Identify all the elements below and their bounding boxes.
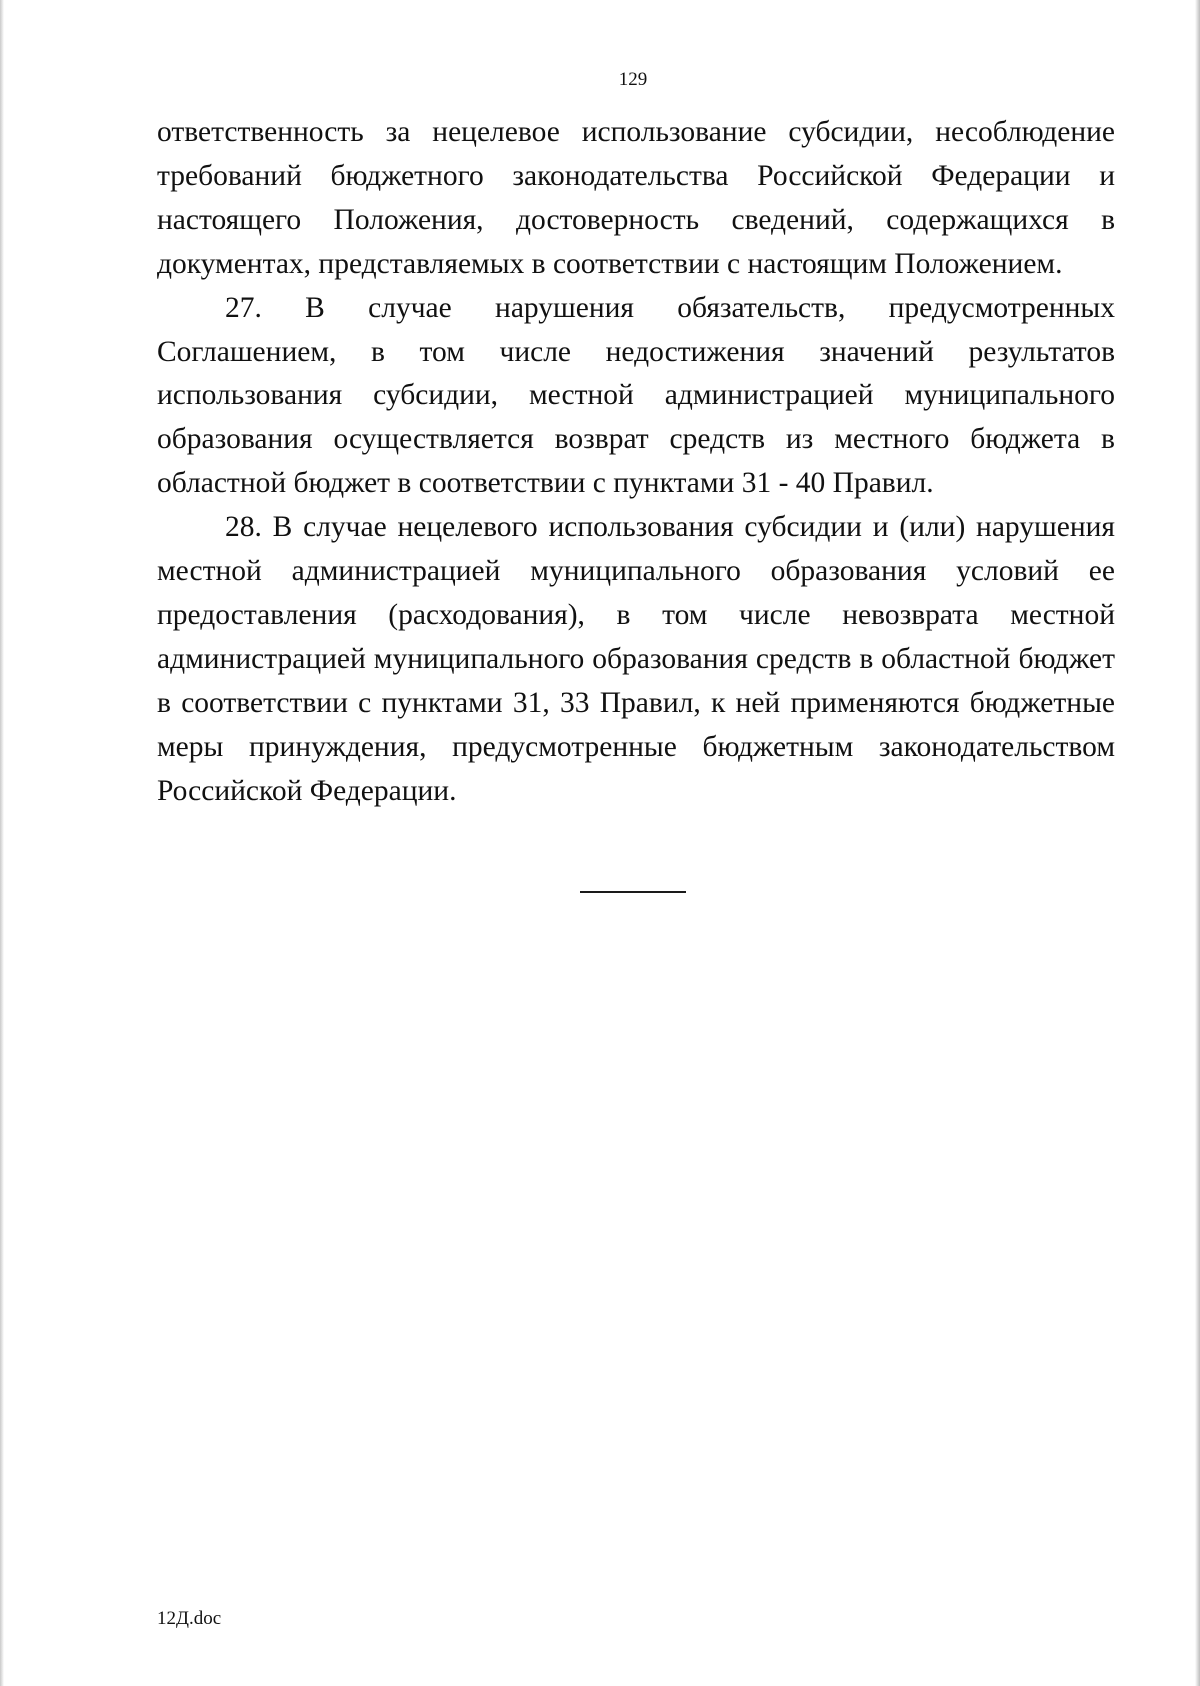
end-of-text-separator xyxy=(580,891,686,893)
scan-edge-left xyxy=(0,0,4,1686)
paragraph-27: 27. В случае нарушения обязательств, предусмотренных Соглашением, в том числе недостижения значений результатов использования субсидии, местной администрацией муниципального образования осуществляется возврат средств из местного бюджета в областной бюджет в соответствии с пунктами 31 - 40 Правил. xyxy=(157,291,1115,500)
paragraph-28: 28. В случае нецелевого использования субсидии и (или) нарушения местной администрацией муниципального образования условий ее предоставления (расходования), в том числе невозврата местной администрацией муниципального образования средств в областной бюджет в соответствии с пунктами 31, 33 Правил, к ней применяются бюджетные меры принуждения, предусмотренные бюджетным законодательством Российской Федерации. xyxy=(157,511,1115,807)
document-body xyxy=(157,111,1115,814)
footer-filename: 12Д.doc xyxy=(157,1608,222,1629)
page-number: 129 xyxy=(618,69,648,90)
paragraph-continuation: ответственность за нецелевое использование субсидии, несоблюдение требований бюджетного законодательства Российской Федерации и настоящего Положения, достоверность сведений, содержащихся в документах, представляемых в соответствии с настоящим Положением. xyxy=(157,116,1115,280)
scan-edge-right xyxy=(1195,0,1200,1686)
